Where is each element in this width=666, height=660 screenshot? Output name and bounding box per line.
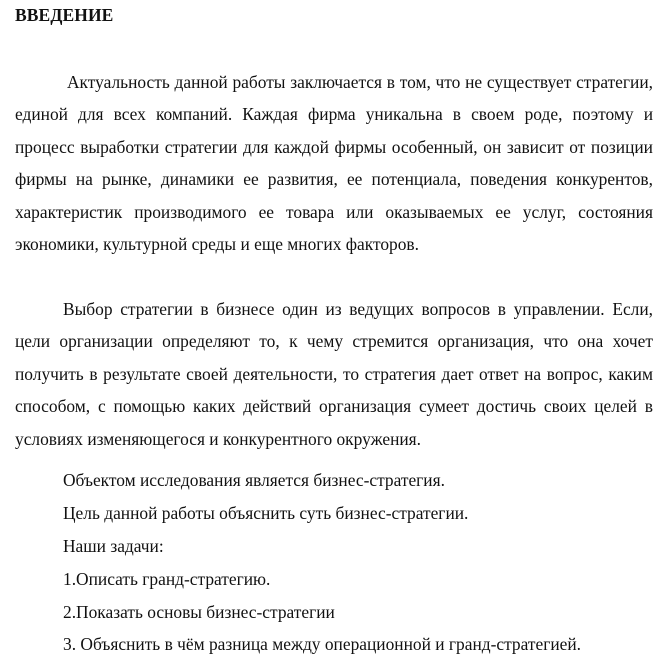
- research-goal-line: Цель данной работы объяснить суть бизнес-стратегии.: [63, 503, 469, 523]
- task-item: 1.Описать гранд-стратегию.: [63, 569, 271, 589]
- section-heading: ВВЕДЕНИЕ: [15, 5, 114, 25]
- paragraph-strategy-choice: Выбор стратегии в бизнесе один из ведущих вопросов в управлении. Если, цели организации определяют то, к чему стремится организация, что она хочет получить в результате своей деятельности, то стратегия дает ответ на вопрос, каким способом, с помощью каких действий организация сумеет достичь своих целей в условиях изменяющегося и конкурентного окружения.: [15, 299, 653, 449]
- task-item: 2.Показать основы бизнес-стратегии: [63, 602, 335, 622]
- research-object-line: Объектом исследования является бизнес-стратегия.: [63, 470, 445, 490]
- task-item: 3. Объяснить в чём разница между операционной и гранд-стратегией.: [63, 634, 582, 654]
- paragraph-relevance: Актуальность данной работы заключается в том, что не существует стратегии, единой для всех компаний. Каждая фирма уникальна в своем роде, поэтому и процесс выработки стратегии для каждой фирмы особенный, он зависит от позиции фирмы на рынке, динамики ее развития, ее потенциала, поведения конкурентов, характеристик производимого ее товара или оказываемых ее услуг, состояния экономики, культурной среды и еще многих факторов.: [15, 72, 653, 255]
- tasks-heading: Наши задачи:: [63, 536, 164, 556]
